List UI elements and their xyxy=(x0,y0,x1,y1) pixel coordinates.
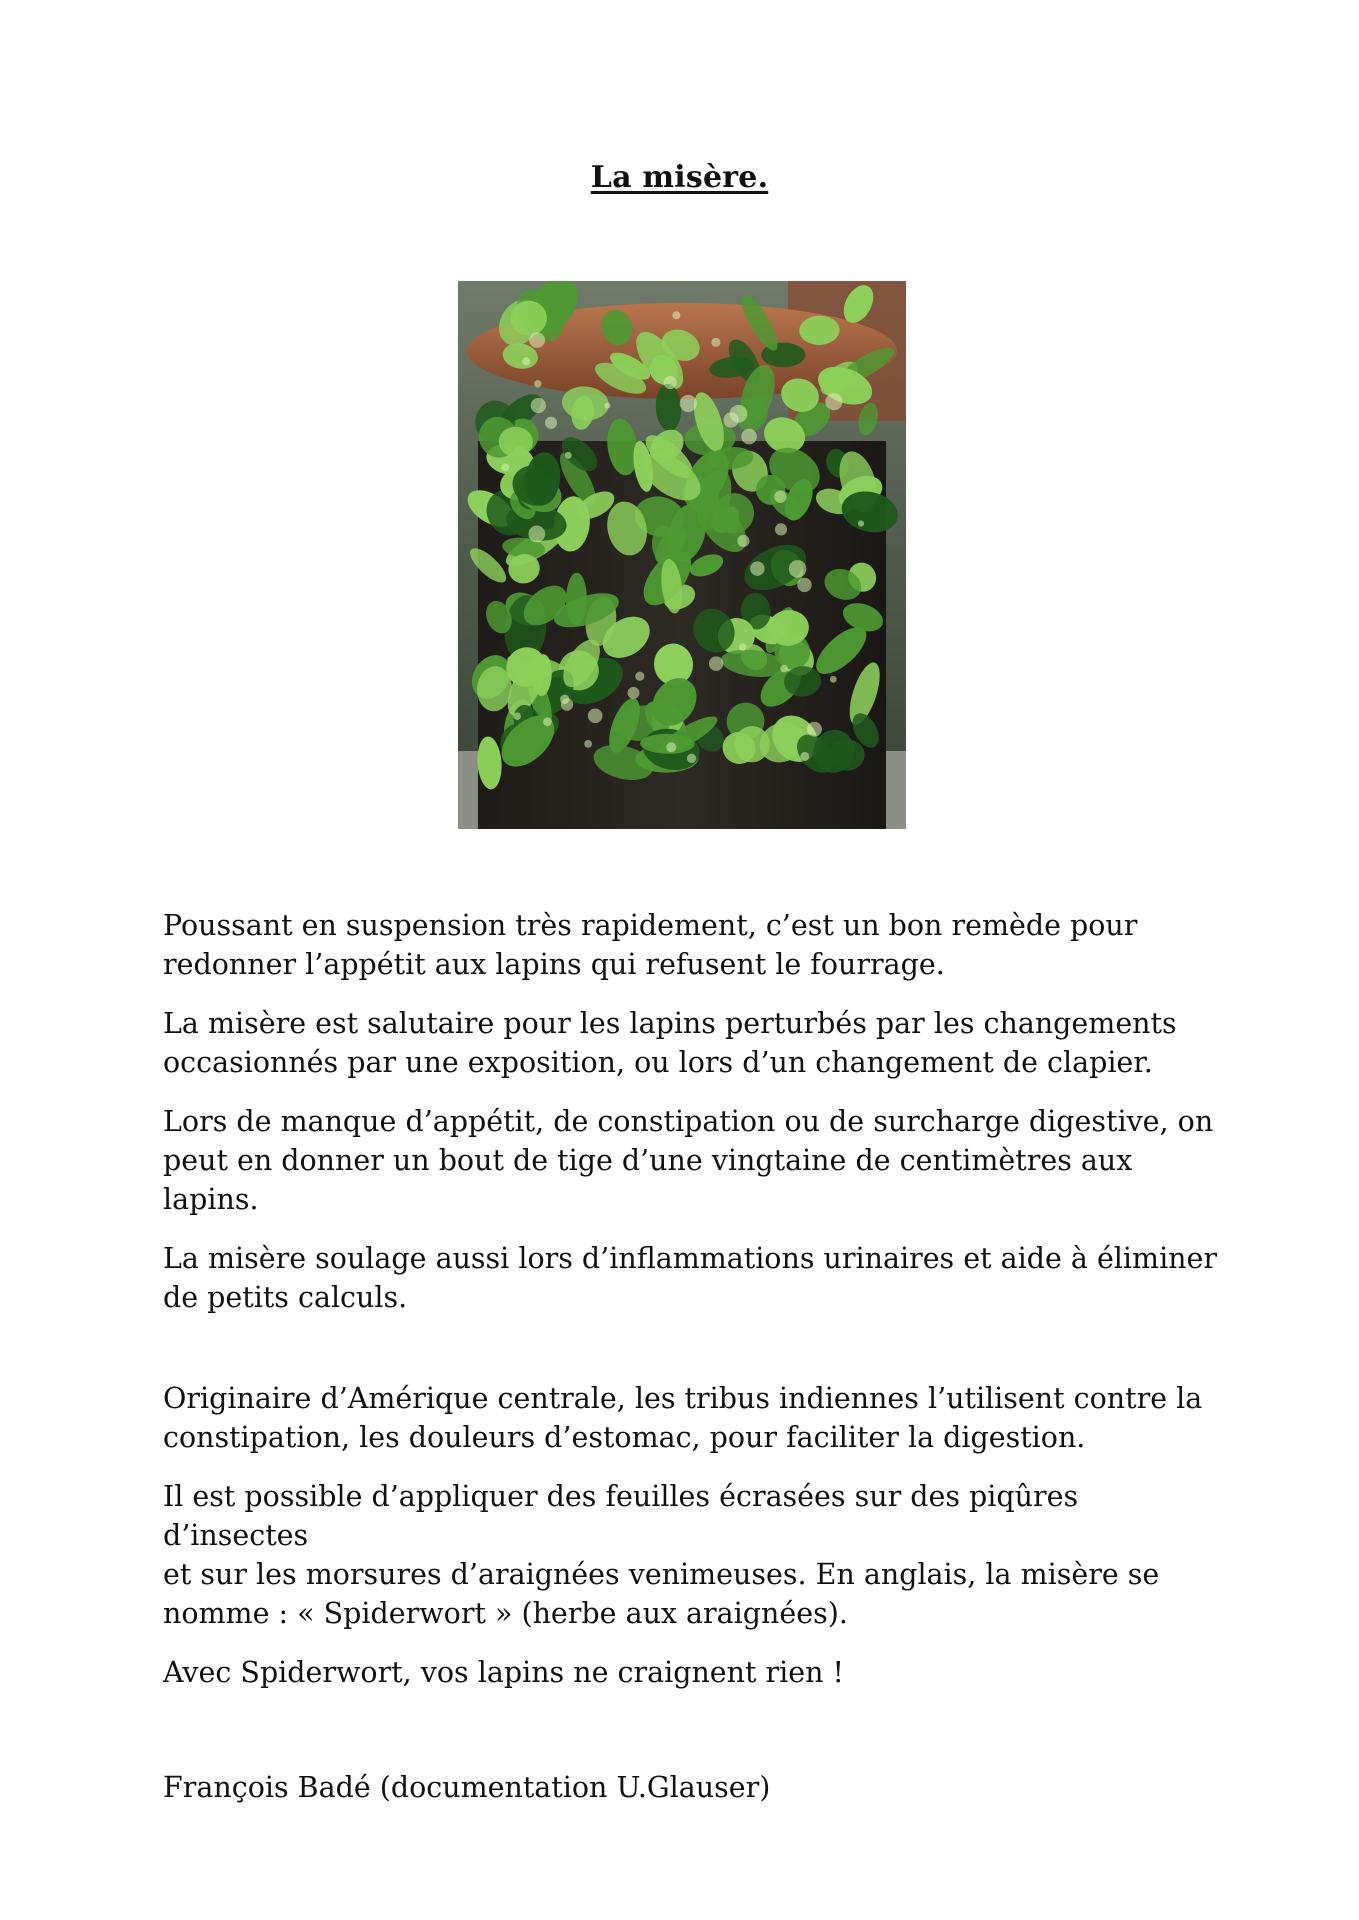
leaf-highlight xyxy=(789,560,807,578)
leaf-highlight xyxy=(531,398,546,413)
leaf-highlight xyxy=(529,332,545,348)
document-signature: François Badé (documentation U.Glauser) xyxy=(163,1771,771,1804)
paragraph: Avec Spiderwort, vos lapins ne craignent rien ! xyxy=(163,1656,845,1689)
leaf-highlight xyxy=(565,452,572,459)
leaf-highlight xyxy=(543,717,552,726)
leaf-highlight xyxy=(780,665,788,673)
leaf-highlight xyxy=(775,523,787,535)
leaf-highlight xyxy=(739,643,746,650)
leaf-highlight xyxy=(750,561,764,575)
leaf-highlight xyxy=(680,395,697,412)
leaf-highlight xyxy=(797,578,811,592)
paragraph: Originaire d’Amérique centrale, les tribus indiennes l’utilisent contre la constipation, les douleurs d’estomac, pour faciliter la digestion. xyxy=(163,1382,1203,1454)
leaf-highlight xyxy=(666,742,676,752)
document-title: La misère. xyxy=(590,160,769,195)
paragraph: La misère est salutaire pour les lapins perturbés par les changements occasionnés par une exposition, ou lors d’un changement de clapier. xyxy=(163,1007,1177,1079)
leaf-highlight xyxy=(687,754,696,763)
paragraph: Il est possible d’appliquer des feuilles écrasées sur des piqûres d’insectes et sur les morsures d’araignées venimeuses. En anglais, la misère se nomme : « Spiderwort » (herbe aux araignées). xyxy=(163,1480,1160,1630)
leaf-highlight xyxy=(730,405,748,423)
leaf-highlight xyxy=(774,491,786,503)
leaf-highlight xyxy=(800,752,809,761)
leaf-highlight xyxy=(513,712,521,720)
leaf-highlight xyxy=(830,676,837,683)
leaf-highlight xyxy=(858,520,864,526)
leaf-highlight xyxy=(737,535,749,547)
leaf-highlight xyxy=(588,709,603,724)
leaf-highlight xyxy=(561,698,573,710)
leaf-highlight xyxy=(545,417,557,429)
leaf-highlight xyxy=(664,376,677,389)
leaf-highlight xyxy=(628,687,640,699)
leaf-highlight xyxy=(825,393,842,410)
leaf-highlight xyxy=(635,672,644,681)
paragraph: La misère soulage aussi lors d’inflammations urinaires et aide à éliminer de petits calculs. xyxy=(163,1242,1218,1314)
leaf-highlight xyxy=(501,464,509,472)
plant-photo-graphic xyxy=(458,281,906,829)
leaf-highlight xyxy=(534,380,541,387)
leaf-highlight xyxy=(522,357,530,365)
plant-photo xyxy=(458,281,906,829)
leaf-highlight xyxy=(584,740,592,748)
paragraph: Lors de manque d’appétit, de constipation ou de surcharge digestive, on peut en donner un bout de tige d’une vingtaine de centimètres aux lapins. xyxy=(163,1105,1214,1216)
leaf-highlight xyxy=(711,338,720,347)
leaf-highlight xyxy=(604,403,610,409)
leaf-highlight xyxy=(709,656,723,670)
leaf-highlight xyxy=(741,429,757,445)
document-body xyxy=(163,906,1223,1827)
paragraph: Poussant en suspension très rapidement, c’est un bon remède pour redonner l’appétit aux lapins qui refusent le fourrage. xyxy=(163,909,1138,981)
leaf-highlight xyxy=(672,311,680,319)
leaf-highlight xyxy=(528,526,545,543)
leaf-highlight xyxy=(807,722,822,737)
